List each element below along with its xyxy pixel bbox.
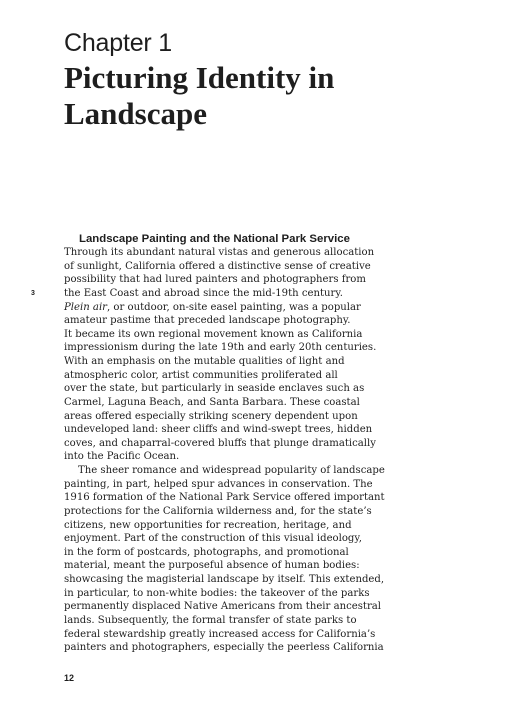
- text-line: lands. Subsequently, the formal transfer of state parks to: [64, 614, 357, 626]
- text-line: in particular, to non-white bodies: the takeover of the parks: [64, 587, 370, 599]
- text-line: It became its own regional movement known as California: [64, 328, 363, 340]
- text-line: The sheer romance and widespread popularity of landscape: [78, 465, 385, 476]
- text-line: citizens, new opportunities for recreation, heritage, and: [64, 519, 352, 531]
- text-line: painters and photographers, especially the peerless California: [64, 642, 384, 654]
- text-line: undeveloped land: sheer cliffs and wind-swept trees, hidden: [64, 424, 373, 436]
- body-paragraph: [64, 246, 394, 464]
- section-heading: Landscape Painting and the National Park Service: [79, 233, 350, 245]
- chapter-title: [64, 60, 334, 132]
- text-line: [64, 301, 394, 315]
- text-line: protections for the California wilderness and, for the state’s: [64, 505, 372, 517]
- italic-term: Plein air: [64, 301, 108, 313]
- page-number: 12: [64, 673, 75, 683]
- text-line: With an emphasis on the mutable qualities of light and: [64, 356, 345, 367]
- text-line: into the Pacific Ocean.: [64, 451, 180, 463]
- chapter-title-line: Picturing Identity in: [64, 60, 335, 95]
- text-line: in the form of postcards, photographs, and promotional: [64, 546, 349, 558]
- body-text: [64, 246, 394, 655]
- text-line: of sunlight, California offered a distinctive sense of creative: [64, 260, 371, 272]
- chapter-label: Chapter 1: [64, 29, 172, 57]
- text-line: the East Coast and abroad since the mid-19th century.: [64, 287, 343, 299]
- text-line: atmospheric color, artist communities proliferated all: [64, 369, 338, 381]
- chapter-title-line: Landscape: [64, 96, 207, 131]
- text-line: over the state, but particularly in seaside enclaves such as: [64, 383, 365, 395]
- text-line: areas offered especially striking scenery dependent upon: [64, 410, 358, 422]
- text-line: 1916 formation of the National Park Service offered important: [64, 492, 385, 504]
- text-line: material, meant the purposeful absence of human bodies:: [64, 560, 360, 572]
- text-line: coves, and chaparral-covered bluffs that plunge dramatically: [64, 437, 376, 449]
- text-line: Through its abundant natural vistas and generous allocation: [64, 247, 375, 258]
- text-line: showcasing the magisterial landscape by itself. This extended,: [64, 574, 385, 585]
- text-line: enjoyment. Part of the construction of this visual ideology,: [64, 533, 362, 545]
- text-fragment: , or outdoor, on-site easel painting, was a popular: [107, 301, 361, 313]
- text-line: possibility that had lured painters and photographers from: [64, 274, 366, 286]
- text-line: federal stewardship greatly increased access for California’s: [64, 628, 376, 640]
- text-line: amateur pastime that preceded landscape photography.: [64, 315, 351, 327]
- text-line: painting, in part, helped spur advances in conservation. The: [64, 478, 373, 490]
- text-line: impressionism during the late 19th and early 20th centuries.: [64, 342, 377, 354]
- margin-note-number: 3: [31, 290, 35, 297]
- text-line: Carmel, Laguna Beach, and Santa Barbara. These coastal: [64, 396, 360, 408]
- body-paragraph: [64, 464, 394, 655]
- text-line: permanently displaced Native Americans from their ancestral: [64, 601, 382, 613]
